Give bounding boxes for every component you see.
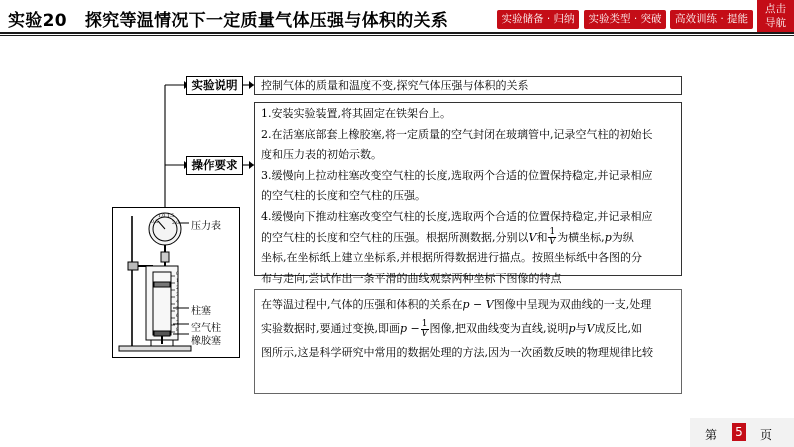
nav-button-preparation[interactable]: 实验储备 · 归纳	[497, 10, 579, 29]
page-number: 5	[732, 423, 746, 441]
tube-scale-3: 3	[176, 293, 179, 298]
analysis-text-a: 在等温过程中,气体的压强和体积的关系在	[261, 298, 463, 311]
gauge-scale-3: 2.0	[172, 221, 180, 226]
nav-label-line2: 导航	[765, 17, 786, 29]
rubber-stopper-label: 橡胶塞	[191, 336, 221, 347]
tube-scale-4: 4	[176, 300, 179, 305]
tube-scale-5: 5	[176, 307, 179, 312]
var-v: V	[528, 230, 537, 244]
nav-button-types[interactable]: 实验类型 · 突破	[584, 10, 666, 29]
step-4-line1: 4.缓慢向下推动柱塞改变空气柱的长度,选取两个合适的位置保持稳定,并记录相应	[261, 209, 653, 223]
var-p: p	[604, 230, 612, 244]
tube-scale-0: 0	[176, 272, 179, 277]
step-3-line2: 的空气柱的长度和空气柱的压强。	[261, 189, 426, 203]
tube-scale-1: 1	[176, 279, 179, 284]
step-4-line4: 布与走向,尝试作出一条平滑的曲线观察两种坐标下图像的特点	[261, 271, 562, 285]
step-4-text-b: 为横坐标,	[557, 230, 605, 244]
operation-content	[254, 102, 682, 285]
step-4-text-a: 的空气柱的长度和空气柱的压强。根据所测数据,分别以	[261, 230, 529, 244]
tube-scale-8: 8	[176, 328, 179, 333]
tube-scale-6: 6	[176, 314, 179, 319]
analysis-line-2	[261, 317, 675, 341]
fraction-one-over-v-2	[421, 320, 429, 339]
step-2-line1: 2.在活塞底部套上橡胶塞,将一定质量的空气封闭在玻璃管中,记录空气柱的初始长	[261, 127, 653, 141]
operation-label: 操作要求	[186, 156, 243, 175]
air-column-label: 空气柱	[191, 323, 221, 334]
step-1: 1.安装实验装置,将其固定在铁架台上。	[261, 107, 451, 120]
gauge-scale-2: 1.5	[167, 214, 175, 219]
analysis-text-c: 实验数据时,要通过变换,即画	[261, 322, 400, 335]
nav-label-line1: 点击	[765, 3, 786, 15]
gauge-label: 压力表	[191, 221, 221, 232]
page-prefix: 第	[705, 428, 718, 442]
step-3-line1: 3.缓慢向上拉动柱塞改变空气柱的长度,选取两个合适的位置保持稳定,并记录相应	[261, 168, 653, 182]
footer-bar	[0, 418, 794, 447]
step-4-and: 和	[536, 230, 548, 244]
analysis-text-e: 成反比,如	[594, 322, 642, 335]
analysis-content	[254, 289, 682, 394]
analysis-line-3: 图所示,这是科学研究中常用的数据处理的方法,因为一次函数反映的物理规律比较	[261, 346, 653, 359]
page-suffix: 页	[760, 428, 773, 442]
tube-scale-2: 2	[176, 286, 179, 291]
p-minus: p −	[400, 322, 420, 335]
pv-label: p − V	[462, 298, 494, 311]
gauge-scale-0: 0.5	[151, 220, 159, 225]
gauge-scale-1: 1.0	[158, 214, 166, 219]
analysis-line-1	[261, 293, 675, 317]
var-v-2: V	[586, 322, 595, 335]
frac-den: V	[549, 237, 556, 248]
step-2-line2: 度和压力表的初始示数。	[261, 148, 382, 162]
apparatus-figure	[112, 207, 240, 358]
step-4-line3: 坐标,在坐标纸上建立坐标系,并根据所得数据进行描点。按照坐标纸中各图的分	[261, 251, 642, 265]
var-p-2: p	[568, 322, 576, 335]
step-4-line2	[261, 228, 675, 249]
analysis-text-d: 图像,把双曲线变为直线,说明	[429, 322, 569, 335]
frac2-num: 1	[421, 318, 428, 329]
plunger-label: 柱塞	[191, 306, 211, 317]
step-4-text-c: 为纵	[611, 230, 634, 244]
tube-scale-7: 7	[176, 321, 179, 326]
fraction-one-over-v	[548, 228, 556, 247]
experiment-title: 探究等温情况下一定质量气体压强与体积的关系	[84, 11, 449, 31]
nav-button-training[interactable]: 高效训练 · 提能	[670, 10, 753, 29]
explain-label: 实验说明	[186, 76, 243, 95]
explain-content: 控制气体的质量和温度不变,探究气体压强与体积的关系	[254, 76, 682, 95]
analysis-text-b: 图像中呈现为双曲线的一支,处理	[493, 298, 652, 311]
experiment-number: 实验20	[8, 11, 67, 31]
analysis-and: 与	[575, 322, 587, 335]
frac2-den: V	[421, 328, 428, 339]
frac-num: 1	[549, 227, 556, 238]
